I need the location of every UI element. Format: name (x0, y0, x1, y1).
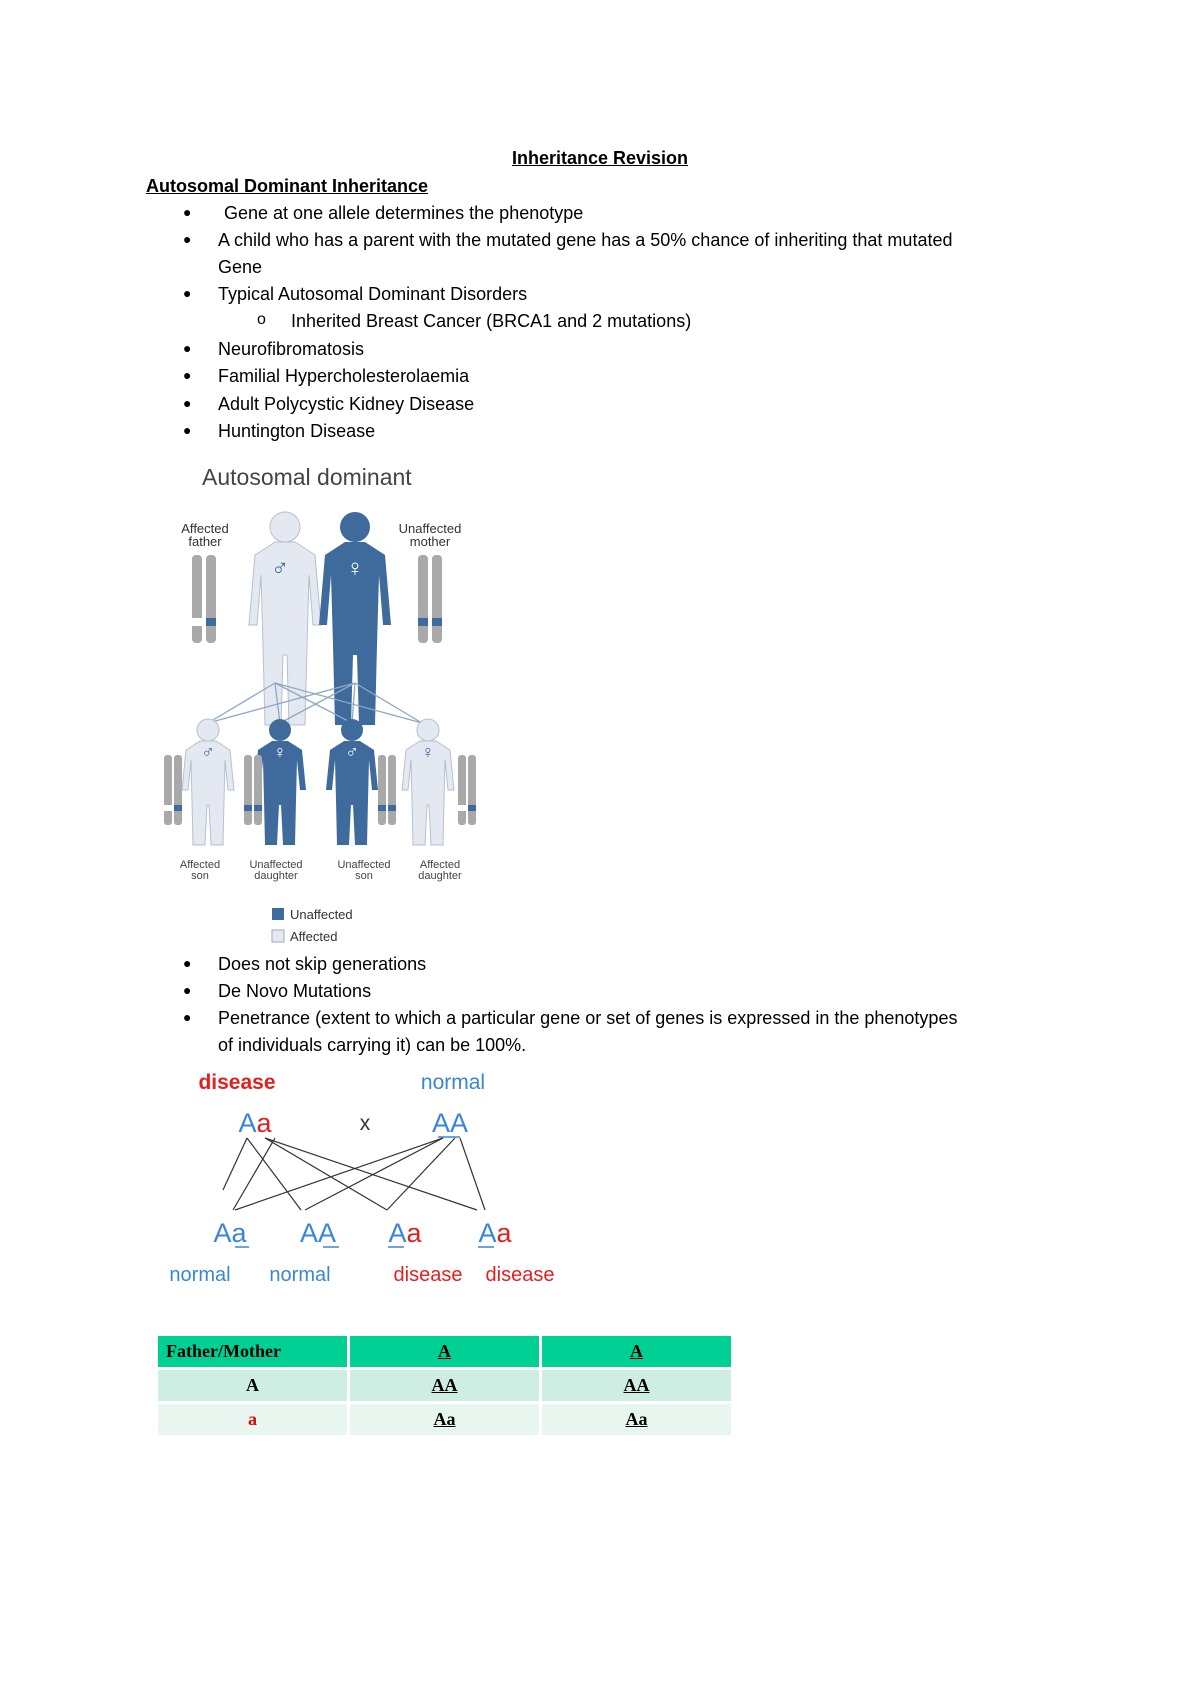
genetic-cross-diagram (155, 1062, 575, 1294)
list-item: A child who has a parent with the mutated gene has a 50% chance of inheriting that mutated (218, 230, 953, 250)
child-unaffected-son (326, 719, 378, 845)
svg-text:AA: AA (299, 1218, 337, 1248)
list-item: Adult Polycystic Kidney Disease (218, 394, 475, 414)
table-cell: Aa (350, 1404, 539, 1435)
female-symbol-icon: ♀ (346, 555, 364, 582)
table-cell: a (158, 1404, 347, 1435)
offspring-genotypes (213, 1218, 512, 1248)
parent2-genotype: AA (431, 1108, 469, 1138)
child-affected-son (182, 719, 234, 845)
mother-figure (319, 512, 391, 725)
svg-text:normal: normal (269, 1264, 331, 1286)
list-item: Familial Hypercholesterolaemia (218, 366, 470, 386)
bullet-dot: ● (183, 982, 192, 998)
parent-label-disease: disease (198, 1071, 276, 1094)
svg-text:disease: disease (393, 1264, 463, 1286)
list-item: Typical Autosomal Dominant Disorders (218, 284, 528, 304)
mother-chromosomes (418, 555, 442, 643)
list-item: Neurofibromatosis (218, 339, 365, 359)
child-labels (180, 859, 462, 882)
list-item: Penetrance (extent to which a particular gene or set of genes is expressed in the phenotypes (218, 1008, 958, 1028)
table-cell: AA (350, 1370, 539, 1401)
male-symbol-icon: ♂ (345, 742, 359, 762)
bullet-dot: ● (183, 367, 192, 383)
table-row (158, 1370, 731, 1401)
section-heading: Autosomal Dominant Inheritance (146, 176, 429, 196)
svg-text:daughter: daughter (418, 870, 462, 882)
bullet-dot: ● (183, 395, 192, 411)
bullet-dot: ● (183, 340, 192, 356)
figure-title: Autosomal dominant (202, 464, 412, 490)
cross-lines (223, 1138, 485, 1210)
bullet-dot: ● (183, 1009, 192, 1025)
svg-text:son: son (191, 870, 209, 882)
father-chromosomes (192, 555, 216, 643)
sub-bullet-circle: o (257, 311, 266, 328)
inheritance-arrows (208, 683, 422, 723)
list-item: Gene at one allele determines the phenotype (224, 203, 584, 223)
father-label-2: father (188, 534, 222, 549)
svg-text:Affected: Affected (179, 859, 221, 871)
svg-text:normal: normal (169, 1264, 231, 1286)
father-label: Affected (181, 521, 229, 536)
list-item: Does not skip generations (218, 954, 427, 974)
list-item: Huntington Disease (218, 421, 376, 441)
svg-text:Unaffected: Unaffected (249, 859, 303, 871)
female-symbol-icon: ♀ (273, 742, 287, 762)
svg-text:Affected: Affected (419, 859, 461, 871)
autosomal-dominant-figure (160, 455, 520, 955)
table-header-cell: Father/Mother (158, 1336, 347, 1367)
bullet-dot: ● (183, 285, 192, 301)
male-symbol-icon: ♂ (271, 555, 289, 582)
svg-text:Unaffected: Unaffected (290, 907, 353, 922)
parent-label-normal: normal (420, 1071, 486, 1094)
svg-text:daughter: daughter (254, 870, 298, 882)
table-cell: A (158, 1370, 347, 1401)
parent1-genotype: Aa (238, 1108, 272, 1138)
table-cell: AA (542, 1370, 731, 1401)
figure-legend (272, 907, 353, 944)
svg-text:Aa: Aa (388, 1218, 422, 1248)
table-header-row (158, 1336, 731, 1367)
offspring-phenotypes (169, 1264, 554, 1286)
bullet-dot: ● (183, 955, 192, 971)
page-title: Inheritance Revision (511, 148, 689, 168)
bullet-dot: ● (183, 422, 192, 438)
svg-text:son: son (355, 870, 373, 882)
female-symbol-icon: ♀ (421, 742, 435, 762)
male-symbol-icon: ♂ (201, 742, 215, 762)
sub-list-item: Inherited Breast Cancer (BRCA1 and 2 mutations) (291, 311, 692, 331)
table-header-cell: A (350, 1336, 539, 1367)
mother-label: Unaffected (398, 521, 462, 536)
table-row (158, 1404, 731, 1435)
child-affected-daughter (402, 719, 454, 845)
bullet-dot: ● (183, 204, 192, 220)
mother-label-2: mother (409, 534, 451, 549)
list-item-continuation: of individuals carrying it) can be 100%. (218, 1035, 527, 1055)
svg-text:disease: disease (485, 1264, 555, 1286)
svg-text:Aa: Aa (213, 1218, 247, 1248)
cross-symbol: x (359, 1112, 371, 1135)
table-cell: Aa (542, 1404, 731, 1435)
list-item-continuation: Gene (218, 257, 263, 277)
table-header-cell: A (542, 1336, 731, 1367)
punnett-square-table (155, 1333, 734, 1438)
svg-text:Affected: Affected (290, 929, 338, 944)
bullet-dot: ● (183, 231, 192, 247)
svg-text:Aa: Aa (478, 1218, 512, 1248)
svg-text:Unaffected: Unaffected (337, 859, 391, 871)
list-item: De Novo Mutations (218, 981, 372, 1001)
